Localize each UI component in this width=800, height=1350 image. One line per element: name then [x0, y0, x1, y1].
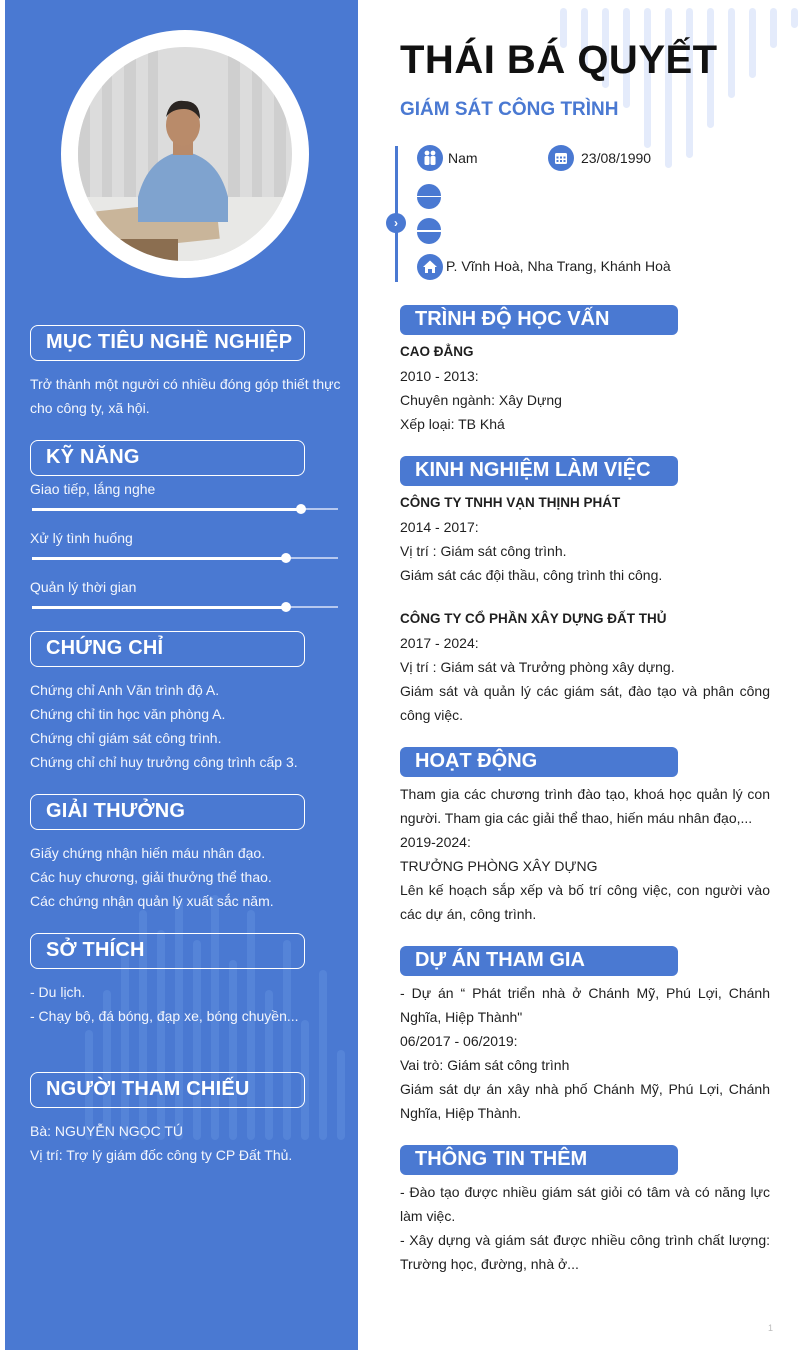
skill-label: Giao tiếp, lắng nghe — [30, 481, 156, 497]
home-icon — [417, 254, 443, 280]
job-title: GIÁM SÁT CÔNG TRÌNH — [400, 99, 619, 120]
objective-heading: MỤC TIÊU NGHỀ NGHIỆP — [30, 325, 305, 361]
skill-label: Quản lý thời gian — [30, 579, 137, 595]
objective-text: Trở thành một người có nhiều đóng góp thiết thực cho công ty, xã hội. — [30, 376, 341, 416]
activities-text: Tham gia các chương trình đào tạo, khoá học quản lý con người. Tham gia các giải thể thao, hiến máu nhân đạo,... — [400, 786, 770, 826]
education-major: Chuyên ngành: Xây Dựng — [400, 392, 562, 408]
list-item: - Chạy bộ, đá bóng, đạp xe, bóng chuyền... — [30, 1008, 299, 1024]
certificates-heading: CHỨNG CHỈ — [30, 631, 305, 667]
list-item: Bà: NGUYỄN NGỌC TÚ — [30, 1123, 183, 1139]
extra-item: - Đào tạo được nhiều giám sát giỏi có tâm và có năng lực làm việc. — [400, 1184, 770, 1224]
certificates-list — [30, 678, 350, 774]
experience-heading: KINH NGHIỆM LÀM VIỆC — [400, 456, 678, 486]
activities-heading: HOẠT ĐỘNG — [400, 747, 678, 777]
sidebar — [5, 0, 358, 1350]
list-item: Vị trí: Trợ lý giám đốc công ty CP Đất Thủ. — [30, 1147, 293, 1163]
skill-bar — [32, 557, 338, 559]
chevron-right-icon[interactable]: › — [386, 213, 406, 233]
skill-bar — [32, 508, 338, 510]
list-item: Các huy chương, giải thưởng thể thao. — [30, 869, 272, 885]
job-description: Giám sát các đội thầu, công trình thi công. — [400, 567, 663, 583]
phone-icon — [417, 184, 441, 196]
calendar-icon — [548, 145, 574, 171]
address-value: P. Vĩnh Hoà, Nha Trang, Khánh Hoà — [446, 258, 671, 274]
education-heading: TRÌNH ĐỘ HỌC VẤN — [400, 305, 678, 335]
project-name: - Dự án “ Phát triển nhà ở Chánh Mỹ, Phú Lợi, Chánh Nghĩa, Hiệp Thành" — [400, 985, 770, 1025]
job-position: Vị trí : Giám sát công trình. — [400, 543, 567, 559]
list-item: Chứng chỉ tin học văn phòng A. — [30, 706, 226, 722]
education-period: 2010 - 2013: — [400, 368, 479, 384]
project-role: Vai trò: Giám sát công trình — [400, 1057, 570, 1073]
list-item: - Du lịch. — [30, 984, 86, 1000]
job-position: Vị trí : Giám sát và Trưởng phòng xây dựng. — [400, 659, 675, 675]
activities-role: TRƯỞNG PHÒNG XÂY DỰNG — [400, 858, 598, 874]
avatar — [78, 47, 292, 261]
list-item: Các chứng nhận quản lý xuất sắc năm. — [30, 893, 274, 909]
skill-bar — [32, 606, 338, 608]
projects-heading: DỰ ÁN THAM GIA — [400, 946, 678, 976]
page-number: 1 — [768, 1323, 774, 1333]
phone-icon-lower — [417, 197, 441, 209]
hobbies-heading: SỞ THÍCH — [30, 933, 305, 969]
project-description: Giám sát dự án xây nhà phố Chánh Mỹ, Phú Lợi, Chánh Nghĩa, Hiệp Thành. — [400, 1081, 770, 1121]
gender-icon — [417, 145, 443, 171]
awards-list — [30, 841, 350, 913]
job-company: CÔNG TY TNHH VẠN THỊNH PHÁT — [400, 495, 621, 510]
extra-heading: THÔNG TIN THÊM — [400, 1145, 678, 1175]
avatar-frame — [61, 30, 309, 278]
candidate-name: THÁI BÁ QUYẾT — [400, 38, 718, 82]
list-item: Giấy chứng nhận hiến máu nhân đạo. — [30, 845, 266, 861]
extra-item: - Xây dựng và giám sát được nhiều công trình chất lượng: Trường học, đường, nhà ở... — [400, 1232, 770, 1272]
list-item: Chứng chỉ chỉ huy trưởng công trình cấp 3. — [30, 754, 298, 770]
education-grade: Xếp loại: TB Khá — [400, 416, 505, 432]
awards-heading: GIẢI THƯỞNG — [30, 794, 305, 830]
gender-value: Nam — [448, 150, 478, 166]
email-icon — [417, 218, 441, 230]
dob-value: 23/08/1990 — [581, 150, 652, 166]
hobbies-list — [30, 980, 350, 1028]
activities-description: Lên kế hoạch sắp xếp và bố trí công việc, con người vào các dự án, công trình. — [400, 882, 770, 922]
list-item: Chứng chỉ giám sát công trình. — [30, 730, 222, 746]
list-item: Chứng chỉ Anh Văn trình độ A. — [30, 682, 220, 698]
references-list — [30, 1119, 350, 1167]
job-period: 2014 - 2017: — [400, 519, 479, 535]
job-company: CÔNG TY CỔ PHẦN XÂY DỰNG ĐẤT THỦ — [400, 611, 667, 626]
activities-period: 2019-2024: — [400, 834, 471, 850]
skill-label: Xử lý tình huống — [30, 530, 133, 546]
references-heading: NGƯỜI THAM CHIẾU — [30, 1072, 305, 1108]
project-period: 06/2017 - 06/2019: — [400, 1033, 518, 1049]
job-description: Giám sát và quản lý các giám sát, đào tạo và phân công công việc. — [400, 683, 770, 723]
job-period: 2017 - 2024: — [400, 635, 479, 651]
skills-heading: KỸ NĂNG — [30, 440, 305, 476]
email-icon-lower — [417, 232, 441, 244]
education-school: CAO ĐẲNG — [400, 344, 474, 359]
